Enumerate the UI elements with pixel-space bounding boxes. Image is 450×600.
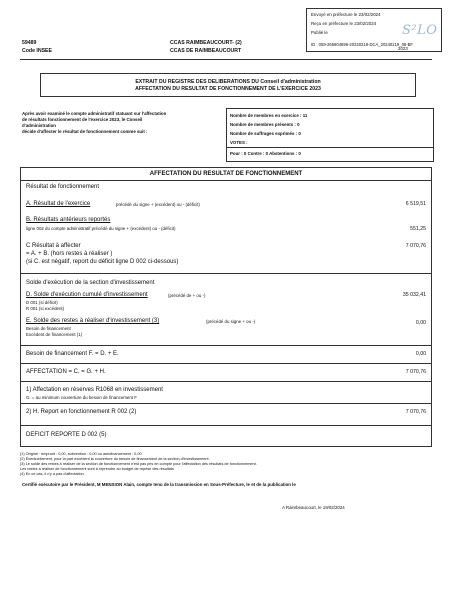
row-d-note: (précédé de + ou -) [168, 293, 206, 298]
resultat-fonct-title: Résultat de fonctionnement [26, 184, 100, 190]
footnote-3: (3) Le solde des restes à réaliser de la section de fonctionnement n'est pas pris en compte pour l'affectation des résultats de fonctionnement. [20, 462, 257, 466]
row-h-label: 2) H. Report en fonctionnement R 002 (2) [26, 409, 137, 415]
footnote-4: Les restes à réaliser de fonctionnement sont à reprendre au budget de reprise des résultats [20, 467, 174, 471]
entity-name-2: CCAS DE RAIMBEAUCOURT [170, 48, 242, 54]
votes-detail: Pour : 0 Contre : 0 Abstentions : 0 [230, 151, 301, 156]
s2lo-logo: S²LO [402, 23, 438, 38]
members-box [226, 108, 434, 162]
footnotes [20, 452, 432, 477]
row-e-note: (précédé du signe + ou -) [206, 319, 256, 324]
solde-title: Solde d'exécution de la section d'investissement [26, 280, 155, 286]
besoin-value: 0,00 [415, 351, 426, 357]
members-presents: Nombre de membres présents : 0 [230, 122, 300, 127]
row-b-value: 551,25 [410, 226, 426, 232]
stamp-publie: Publié le [311, 30, 328, 35]
rule-before-affect [20, 363, 432, 364]
section-rule [20, 180, 432, 181]
row-c-value: 7 070,76 [405, 243, 426, 249]
certification-text: Certifié exécutoire par le Président, M MENSION Alain, compte tenu de la transmission en Sous-Préfecture, le et de la publication le [22, 482, 296, 487]
intro-line-4: décide d'affecter le résultat de fonctionnement comme suit : [22, 129, 148, 134]
row-e-label: E. Solde des restes à réaliser d'investissement (3) [26, 318, 160, 324]
footnote-5: (4) En ce cas, il n'y a pas d'affectation. [20, 472, 85, 476]
intro-line-2: de résultats fonctionnement de l'exercice 2023, le Conseil [22, 117, 143, 122]
stamp-recu: Reçu en préfecture le 23/02/2024 [311, 21, 377, 26]
row-b-sub: ligne 002 du compte administratif précédé du signe + (excédent) ou - (déficit) [26, 226, 176, 231]
row-e-sub1: Besoin de financement [26, 326, 71, 331]
row-h-value: 7 070,76 [405, 409, 426, 415]
rule-before-deficit [20, 425, 432, 426]
votes-label: VOTES : [230, 140, 248, 145]
row-c-label: C Résultat à affecter [26, 243, 81, 249]
row-c-line2: = A. + B. (hors restes à réaliser ) [26, 251, 113, 257]
row-a-label: A. Résultat de l'exercice [26, 201, 91, 207]
row-d-sub2: R 001 (si excédent) [26, 306, 65, 311]
row-c-line3: (si C. est négatif, report du déficit ligne D 002 ci-dessous) [26, 259, 179, 265]
rule-before-solde [20, 273, 432, 274]
section-title: AFFECTATION DU RESULTAT DE FONCTIONNEMENT [149, 171, 303, 177]
stamp-id: ID : 059-265904896-20240219-DCA_20240219_06-BF [311, 42, 413, 47]
row-a-value: 6 519,51 [405, 201, 426, 207]
votes-rule [227, 147, 433, 148]
rule-before-besoin [20, 345, 432, 346]
affectation-table [20, 167, 432, 447]
row-e-value: 0,00 [415, 320, 426, 326]
title-line-2: AFFECTATION DU RESULTAT DE FONCTIONNEMENT DE L'EXERCICE 2023 [135, 86, 321, 92]
rule-before-h [20, 403, 432, 404]
row-e-sub2: Excédent de financement (1) [26, 332, 83, 337]
deficit-label: DEFICIT REPORTE D 002 (5) [26, 432, 107, 438]
footnote-2: (2) Éventuellement, pour la part excédent la couverture du besoin de financement de la section d'investissement. [20, 457, 210, 461]
footnote-1: (1) Origine : emprunt : 0,00, subvention : 0,00 ou autofinancement : 0,00 [20, 452, 142, 456]
members-exercice: Nombre de membres en exercice : 11 [230, 113, 308, 118]
row-b-label: B. Résultats antérieurs reportés [26, 217, 111, 223]
intro-line-1: Après avoir examiné le compte administratif statuant sur l'affectation [22, 111, 167, 116]
row-d-sub1: D 001 (si déficit) [26, 300, 58, 305]
signature-line: A Raimbeaucourt, le 19/02/2024 [282, 505, 345, 510]
header-rule [20, 59, 432, 60]
affect-value: 7 070,76 [405, 369, 426, 375]
row-a-note: précédé du signe + (excédent) ou - (déficit) [116, 202, 200, 207]
insee-code: 59489 [22, 40, 37, 46]
row-d-label: D. Solde d'exécution cumulé d'investissement [26, 292, 148, 298]
row-g-label: 1) Affectation en réserves R1068 en investissement [26, 387, 163, 393]
besoin-label: Besoin de financement F. = D. + E. [26, 351, 119, 357]
row-g-sub: G. = au minimum couverture du besoin de financement F [26, 395, 137, 400]
title-line-1: EXTRAIT DU REGISTRE DES DELIBERATIONS DU Conseil d'administration [135, 79, 321, 85]
row-d-value: 35 032,41 [402, 292, 426, 298]
entity-name-1: CCAS RAIMBEAUCOURT- (2) [170, 40, 242, 46]
affect-label: AFFECTATION = C. = G. + H. [26, 369, 106, 375]
year-partial: 2023 [398, 46, 408, 51]
intro-line-3: d'administration [22, 123, 56, 128]
insee-label: Code INSEE [22, 48, 52, 54]
members-exprimes: Nombre de suffrages exprimés : 0 [230, 131, 301, 136]
stamp-envoye: Envoyé en préfecture le 23/02/2024 [311, 12, 381, 17]
prefecture-stamp [306, 8, 442, 52]
title-box [40, 73, 416, 97]
rule-before-g [20, 381, 432, 382]
